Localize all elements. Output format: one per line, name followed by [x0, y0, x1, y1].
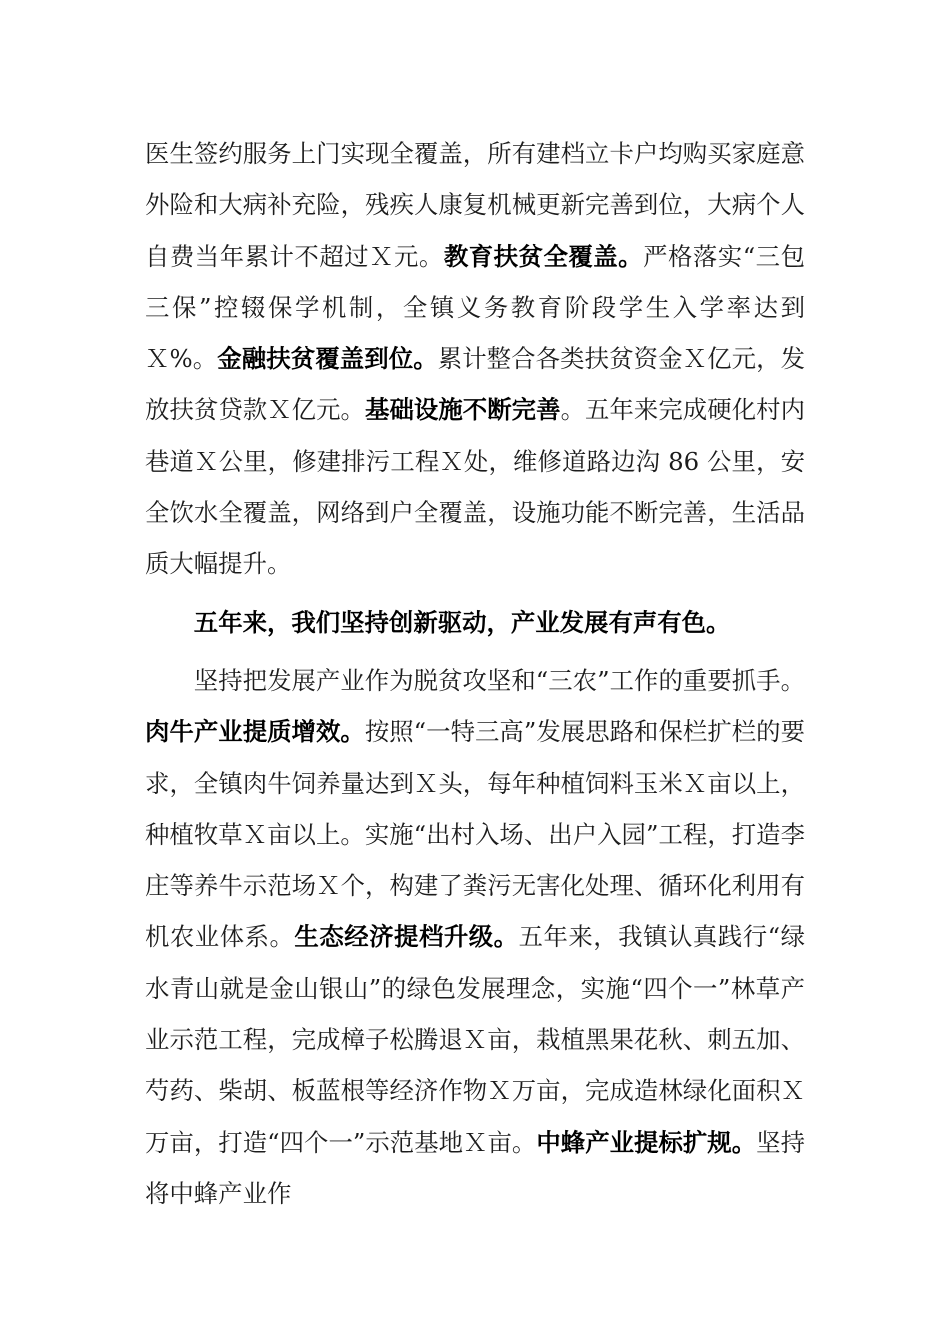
text-run: 五年来，我镇认真践行“绿水青山就是金山银山”的绿色发展理念，实施“四个一”林草产业示范工程，完成樟子松腾退Ｘ亩，栽植黑果花秋、刺五加、芍药、柴胡、板蓝根等经济作物Ｘ万亩，完成造林绿化面积Ｘ万亩，打造“四个一”示范基地Ｘ亩。: [145, 922, 805, 1157]
bold-subheading-ecology-economy: 生态经济提档升级。: [294, 922, 519, 952]
bold-subheading-finance: 金融扶贫覆盖到位。: [217, 344, 438, 374]
text-run: 。五年来完成硬化村内巷道Ｘ公里，修建排污工程Ｘ处，维修道路边沟 86 公里，安全饮水全覆盖，网络到户全覆盖，设施功能不断完善，生活品质大幅提升。: [145, 395, 805, 579]
text-run: 坚持把发展产业作为脱贫攻坚和“三农”工作的重要抓手。: [193, 665, 805, 695]
bold-subheading-bee-industry: 中蜂产业提标扩规。: [536, 1127, 757, 1157]
paragraph-health-education-finance-infrastructure: [145, 128, 805, 590]
heading-text: 五年来，我们坚持创新驱动，产业发展有声有色。: [193, 607, 731, 637]
bold-subheading-infrastructure: 基础设施不断完善: [365, 395, 561, 425]
text-run: 严格落实“三包三保”控辍保学机制，全镇义务教育阶段学生入学率达到Ｘ%。: [145, 241, 805, 374]
bold-subheading-education: 教育扶贫全覆盖。: [443, 241, 644, 271]
text-run: 累计整合各类扶贫资金Ｘ亿元，发放扶贫贷款Ｘ亿元。: [145, 344, 805, 425]
document-page: [145, 128, 805, 1219]
text-run: 坚持将中蜂产业作: [145, 1127, 805, 1208]
paragraph-industry-development: [145, 655, 805, 1219]
text-run: 按照“一特三高”发展思路和保栏扩栏的要求，全镇肉牛饲养量达到Ｘ头，每年种植饲料玉米Ｘ亩以上，种植牧草Ｘ亩以上。实施“出村入场、出户入园”工程，打造李庄等养牛示范场Ｘ个，构建了粪污无害化处理、循环化利用有机农业体系。: [145, 717, 805, 952]
text-run: 医生签约服务上门实现全覆盖，所有建档立卡户均购买家庭意外险和大病补充险，残疾人康复机械更新完善到位，大病个人自费当年累计不超过Ｘ元。: [145, 139, 805, 271]
bold-subheading-beef-cattle: 肉牛产业提质增效。: [145, 717, 365, 747]
section-heading-industry: [145, 597, 805, 648]
